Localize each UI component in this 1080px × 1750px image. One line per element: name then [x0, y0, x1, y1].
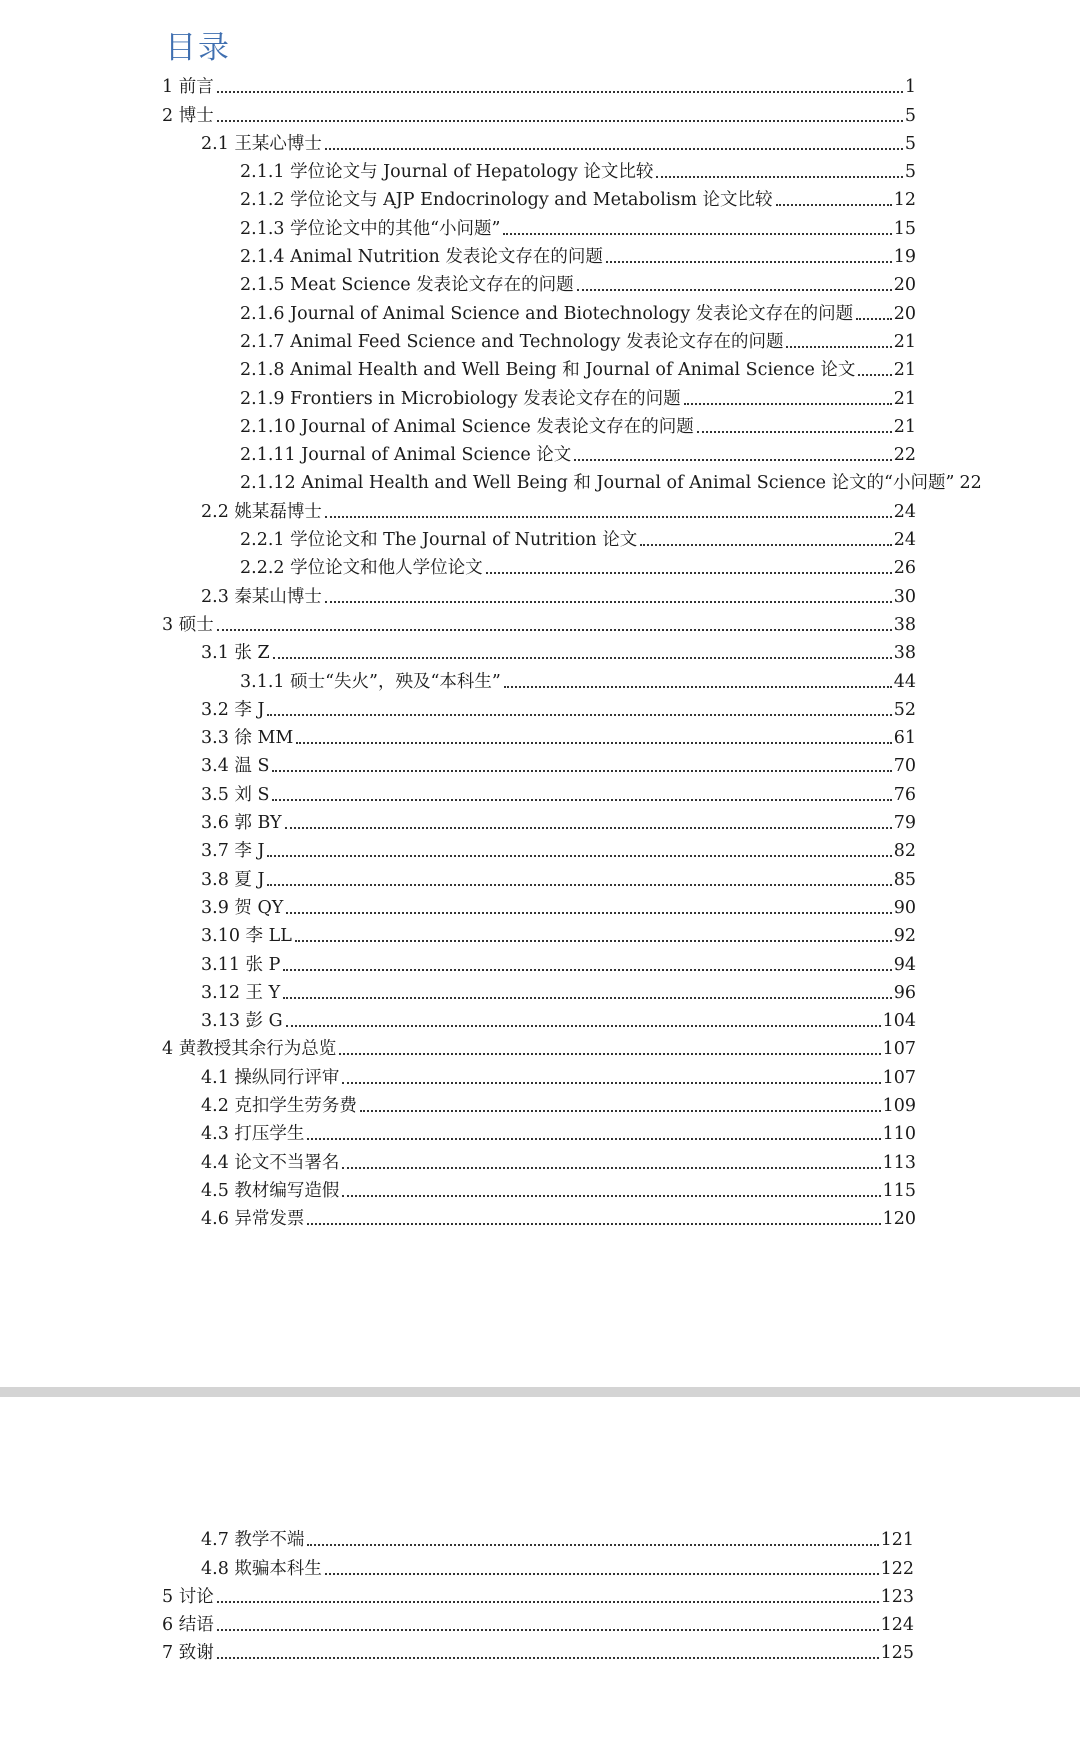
toc-entry-page-number: 107 [882, 1039, 916, 1060]
toc-list-page-2 [0, 1523, 1080, 1664]
toc-entry-label: 3.8 夏 J [201, 869, 265, 890]
toc-entry-label: 4.4 论文不当署名 [201, 1152, 340, 1173]
toc-entry-label: 3.7 李 J [201, 841, 265, 862]
dot-leader [684, 401, 892, 405]
dot-leader [574, 457, 891, 461]
toc-entry-page-number: 21 [893, 388, 916, 409]
toc-entry[interactable] [0, 353, 1080, 381]
dot-leader [577, 287, 892, 291]
toc-entry[interactable] [0, 891, 1080, 919]
toc-entry-page-number: 44 [893, 671, 916, 692]
toc-entry-page-number: 38 [893, 643, 916, 664]
dot-leader [296, 740, 891, 744]
toc-entry-label: 3.3 徐 MM [201, 728, 294, 749]
toc-entry-page-number: 20 [893, 303, 916, 324]
toc-entry-label: 4.5 教材编写造假 [201, 1180, 340, 1201]
dot-leader [283, 967, 891, 971]
toc-entry[interactable] [0, 1089, 1080, 1117]
toc-entry-label: 3.6 郭 BY [201, 813, 282, 834]
toc-entry-page-number: 124 [880, 1615, 914, 1636]
toc-entry[interactable] [0, 693, 1080, 721]
toc-entry[interactable] [0, 1202, 1080, 1230]
toc-entry-label: 2.1.12 Animal Health and Well Being 和 Journal of Animal Science 论文的“小问题” [240, 473, 955, 494]
toc-entry[interactable] [0, 268, 1080, 296]
dot-leader [217, 1655, 879, 1659]
toc-entry-page-number: 82 [893, 841, 916, 862]
dot-leader [697, 429, 892, 433]
toc-entry-page-number: 24 [893, 530, 916, 551]
toc-entry-page-number: 125 [880, 1643, 914, 1664]
dot-leader [339, 1051, 880, 1055]
dot-leader [217, 118, 903, 122]
toc-entry-label: 2.1.3 学位论文中的其他“小问题” [240, 218, 501, 239]
toc-entry-page-number: 61 [893, 728, 916, 749]
toc-entry-label: 7 致谢 [162, 1643, 214, 1664]
toc-entry[interactable] [0, 240, 1080, 268]
toc-entry[interactable] [0, 466, 1080, 494]
toc-entry-label: 2.2.2 学位论文和他人学位论文 [240, 558, 483, 579]
toc-entry-page-number: 5 [904, 162, 916, 183]
toc-entry-page-number: 122 [880, 1558, 914, 1579]
dot-leader [858, 372, 891, 376]
dot-leader [286, 910, 891, 914]
toc-entry-label: 4.7 教学不端 [201, 1530, 305, 1551]
toc-entry[interactable] [0, 664, 1080, 692]
toc-entry-label: 2.1.11 Journal of Animal Science 论文 [240, 445, 572, 466]
toc-entry-page-number: 85 [893, 869, 916, 890]
dot-leader [856, 316, 892, 320]
dot-leader [295, 938, 892, 942]
toc-entry[interactable] [0, 1608, 1080, 1636]
dot-leader [307, 1542, 878, 1546]
toc-entry-label: 3.11 张 P [201, 954, 281, 975]
toc-entry-label: 4.6 异常发票 [201, 1209, 305, 1230]
toc-entry-page-number: 52 [893, 699, 916, 720]
toc-entry-label: 2.1.7 Animal Feed Science and Technology 发表论文存在的问题 [240, 331, 784, 352]
toc-entry-label: 3.13 彭 G [201, 1011, 283, 1032]
toc-entry[interactable] [0, 1032, 1080, 1060]
toc-entry-page-number: 21 [893, 416, 916, 437]
toc-entry[interactable] [0, 947, 1080, 975]
toc-entry[interactable] [0, 834, 1080, 862]
dot-leader [786, 344, 891, 348]
toc-entry[interactable] [0, 1523, 1080, 1551]
dot-leader [285, 825, 892, 829]
dot-leader [360, 1108, 881, 1112]
toc-entry[interactable] [0, 636, 1080, 664]
toc-entry-page-number: 123 [880, 1586, 914, 1607]
toc-entry[interactable] [0, 1174, 1080, 1202]
toc-entry-page-number: 24 [893, 501, 916, 522]
dot-leader [307, 1221, 880, 1225]
dot-leader [486, 570, 892, 574]
toc-entry-page-number: 30 [893, 586, 916, 607]
dot-leader [325, 514, 892, 518]
toc-entry[interactable] [0, 862, 1080, 890]
dot-leader [217, 89, 903, 93]
toc-entry-label: 2.1.10 Journal of Animal Science 发表论文存在的问题 [240, 416, 694, 437]
toc-entry[interactable] [0, 1580, 1080, 1608]
toc-entry-label: 6 结语 [162, 1615, 214, 1636]
toc-entry-label: 1 前言 [162, 77, 214, 98]
toc-entry[interactable] [0, 1636, 1080, 1664]
dot-leader [606, 259, 892, 263]
toc-entry-page-number: 90 [893, 897, 916, 918]
toc-entry-page-number: 21 [893, 331, 916, 352]
toc-entry-label: 2.1.6 Journal of Animal Science and Biotechnology 发表论文存在的问题 [240, 303, 854, 324]
toc-entry[interactable] [0, 806, 1080, 834]
dot-leader [640, 542, 892, 546]
dot-leader [217, 627, 892, 631]
toc-entry-label: 3 硕士 [162, 614, 214, 635]
dot-leader [267, 853, 891, 857]
toc-entry[interactable] [0, 608, 1080, 636]
toc-entry-label: 4.3 打压学生 [201, 1124, 305, 1145]
dot-leader [656, 174, 902, 178]
toc-entry-label: 4 黄教授其余行为总览 [162, 1039, 337, 1060]
toc-entry-label: 2.2.1 学位论文和 The Journal of Nutrition 论文 [240, 530, 638, 551]
toc-entry-page-number: 15 [893, 218, 916, 239]
dot-leader [217, 1627, 879, 1631]
dot-leader [325, 146, 903, 150]
dot-leader [217, 1599, 879, 1603]
dot-leader [272, 797, 891, 801]
toc-entry[interactable] [0, 1004, 1080, 1032]
toc-entry-page-number: 21 [893, 360, 916, 381]
toc-entry-label: 4.2 克扣学生劳务费 [201, 1095, 357, 1116]
toc-entry[interactable] [0, 438, 1080, 466]
dot-leader [273, 655, 892, 659]
toc-entry[interactable] [0, 523, 1080, 551]
dot-leader [342, 1080, 880, 1084]
toc-entry[interactable] [0, 551, 1080, 579]
toc-entry-label: 2.2 姚某磊博士 [201, 501, 322, 522]
toc-entry-label: 3.12 王 Y [201, 982, 281, 1003]
toc-entry-page-number: 110 [882, 1124, 916, 1145]
toc-entry[interactable] [0, 70, 1080, 98]
toc-entry[interactable] [0, 1117, 1080, 1145]
dot-leader [307, 1136, 880, 1140]
toc-entry-page-number: 79 [893, 813, 916, 834]
toc-entry[interactable] [0, 296, 1080, 324]
toc-entry[interactable] [0, 183, 1080, 211]
toc-entry-label: 2.3 秦某山博士 [201, 586, 322, 607]
toc-entry[interactable] [0, 919, 1080, 947]
toc-entry[interactable] [0, 1060, 1080, 1088]
toc-entry-label: 2.1.9 Frontiers in Microbiology 发表论文存在的问题 [240, 388, 681, 409]
dot-leader [503, 231, 891, 235]
dot-leader [325, 1571, 879, 1575]
toc-entry-page-number: 107 [882, 1067, 916, 1088]
toc-entry-page-number: 121 [880, 1530, 914, 1551]
toc-entry-page-number: 22 [959, 473, 982, 494]
dot-leader [267, 882, 891, 886]
toc-entry-page-number: 26 [893, 558, 916, 579]
toc-entry-page-number: 12 [893, 190, 916, 211]
toc-entry-page-number: 115 [882, 1180, 916, 1201]
toc-entry-label: 3.5 刘 S [201, 784, 270, 805]
toc-title: 目录 [165, 30, 231, 66]
toc-entry-page-number: 96 [893, 982, 916, 1003]
toc-entry-page-number: 22 [893, 445, 916, 466]
toc-entry-page-number: 20 [893, 275, 916, 296]
toc-entry-label: 2.1.4 Animal Nutrition 发表论文存在的问题 [240, 247, 603, 268]
toc-entry-page-number: 94 [893, 954, 916, 975]
toc-entry[interactable] [0, 410, 1080, 438]
toc-entry[interactable] [0, 325, 1080, 353]
toc-entry[interactable] [0, 155, 1080, 183]
toc-entry[interactable] [0, 579, 1080, 607]
toc-entry-label: 2.1.5 Meat Science 发表论文存在的问题 [240, 275, 574, 296]
toc-entry-page-number: 92 [893, 926, 916, 947]
toc-entry[interactable] [0, 749, 1080, 777]
toc-entry-label: 5 讨论 [162, 1586, 214, 1607]
toc-entry[interactable] [0, 211, 1080, 239]
toc-entry-label: 3.9 贺 QY [201, 897, 284, 918]
toc-entry[interactable] [0, 381, 1080, 409]
toc-entry-page-number: 19 [893, 247, 916, 268]
toc-entry-label: 2.1.8 Animal Health and Well Being 和 Journal of Animal Science 论文 [240, 360, 856, 381]
toc-entry[interactable] [0, 976, 1080, 1004]
toc-entry-page-number: 104 [882, 1011, 916, 1032]
toc-entry[interactable] [0, 721, 1080, 749]
toc-entry[interactable] [0, 494, 1080, 522]
toc-entry-label: 2.1.1 学位论文与 Journal of Hepatology 论文比较 [240, 162, 654, 183]
toc-entry-page-number: 76 [893, 784, 916, 805]
dot-leader [342, 1165, 880, 1169]
toc-entry[interactable] [0, 127, 1080, 155]
toc-entry-label: 3.10 李 LL [201, 926, 292, 947]
dot-leader [272, 768, 891, 772]
dot-leader [286, 1023, 881, 1027]
toc-entry-label: 3.4 温 S [201, 756, 270, 777]
toc-entry-page-number: 5 [904, 105, 916, 126]
toc-entry-label: 3.2 李 J [201, 699, 265, 720]
toc-entry-label: 2.1.2 学位论文与 AJP Endocrinology and Metabolism 论文比较 [240, 190, 773, 211]
toc-entry-page-number: 120 [882, 1209, 916, 1230]
dot-leader [504, 684, 892, 688]
toc-entry-page-number: 38 [893, 614, 916, 635]
toc-entry[interactable] [0, 777, 1080, 805]
toc-entry-page-number: 113 [882, 1152, 916, 1173]
dot-leader [267, 712, 891, 716]
toc-entry-page-number: 109 [882, 1095, 916, 1116]
page-divider [0, 1387, 1080, 1397]
toc-list-page-1 [0, 70, 1080, 1230]
dot-leader [776, 202, 892, 206]
toc-entry-label: 4.1 操纵同行评审 [201, 1067, 340, 1088]
dot-leader [342, 1193, 880, 1197]
toc-entry-label: 2.1 王某心博士 [201, 133, 322, 154]
dot-leader [283, 995, 892, 999]
toc-entry-page-number: 1 [904, 77, 916, 98]
toc-entry[interactable] [0, 1551, 1080, 1579]
toc-entry[interactable] [0, 98, 1080, 126]
toc-entry[interactable] [0, 1145, 1080, 1173]
dot-leader [325, 599, 892, 603]
toc-entry-label: 2 博士 [162, 105, 214, 126]
toc-entry-page-number: 5 [904, 133, 916, 154]
toc-entry-label: 3.1.1 硕士“失火”，殃及“本科生” [240, 671, 501, 692]
toc-entry-label: 4.8 欺骗本科生 [201, 1558, 322, 1579]
toc-entry-page-number: 70 [893, 756, 916, 777]
toc-entry-label: 3.1 张 Z [201, 643, 270, 664]
